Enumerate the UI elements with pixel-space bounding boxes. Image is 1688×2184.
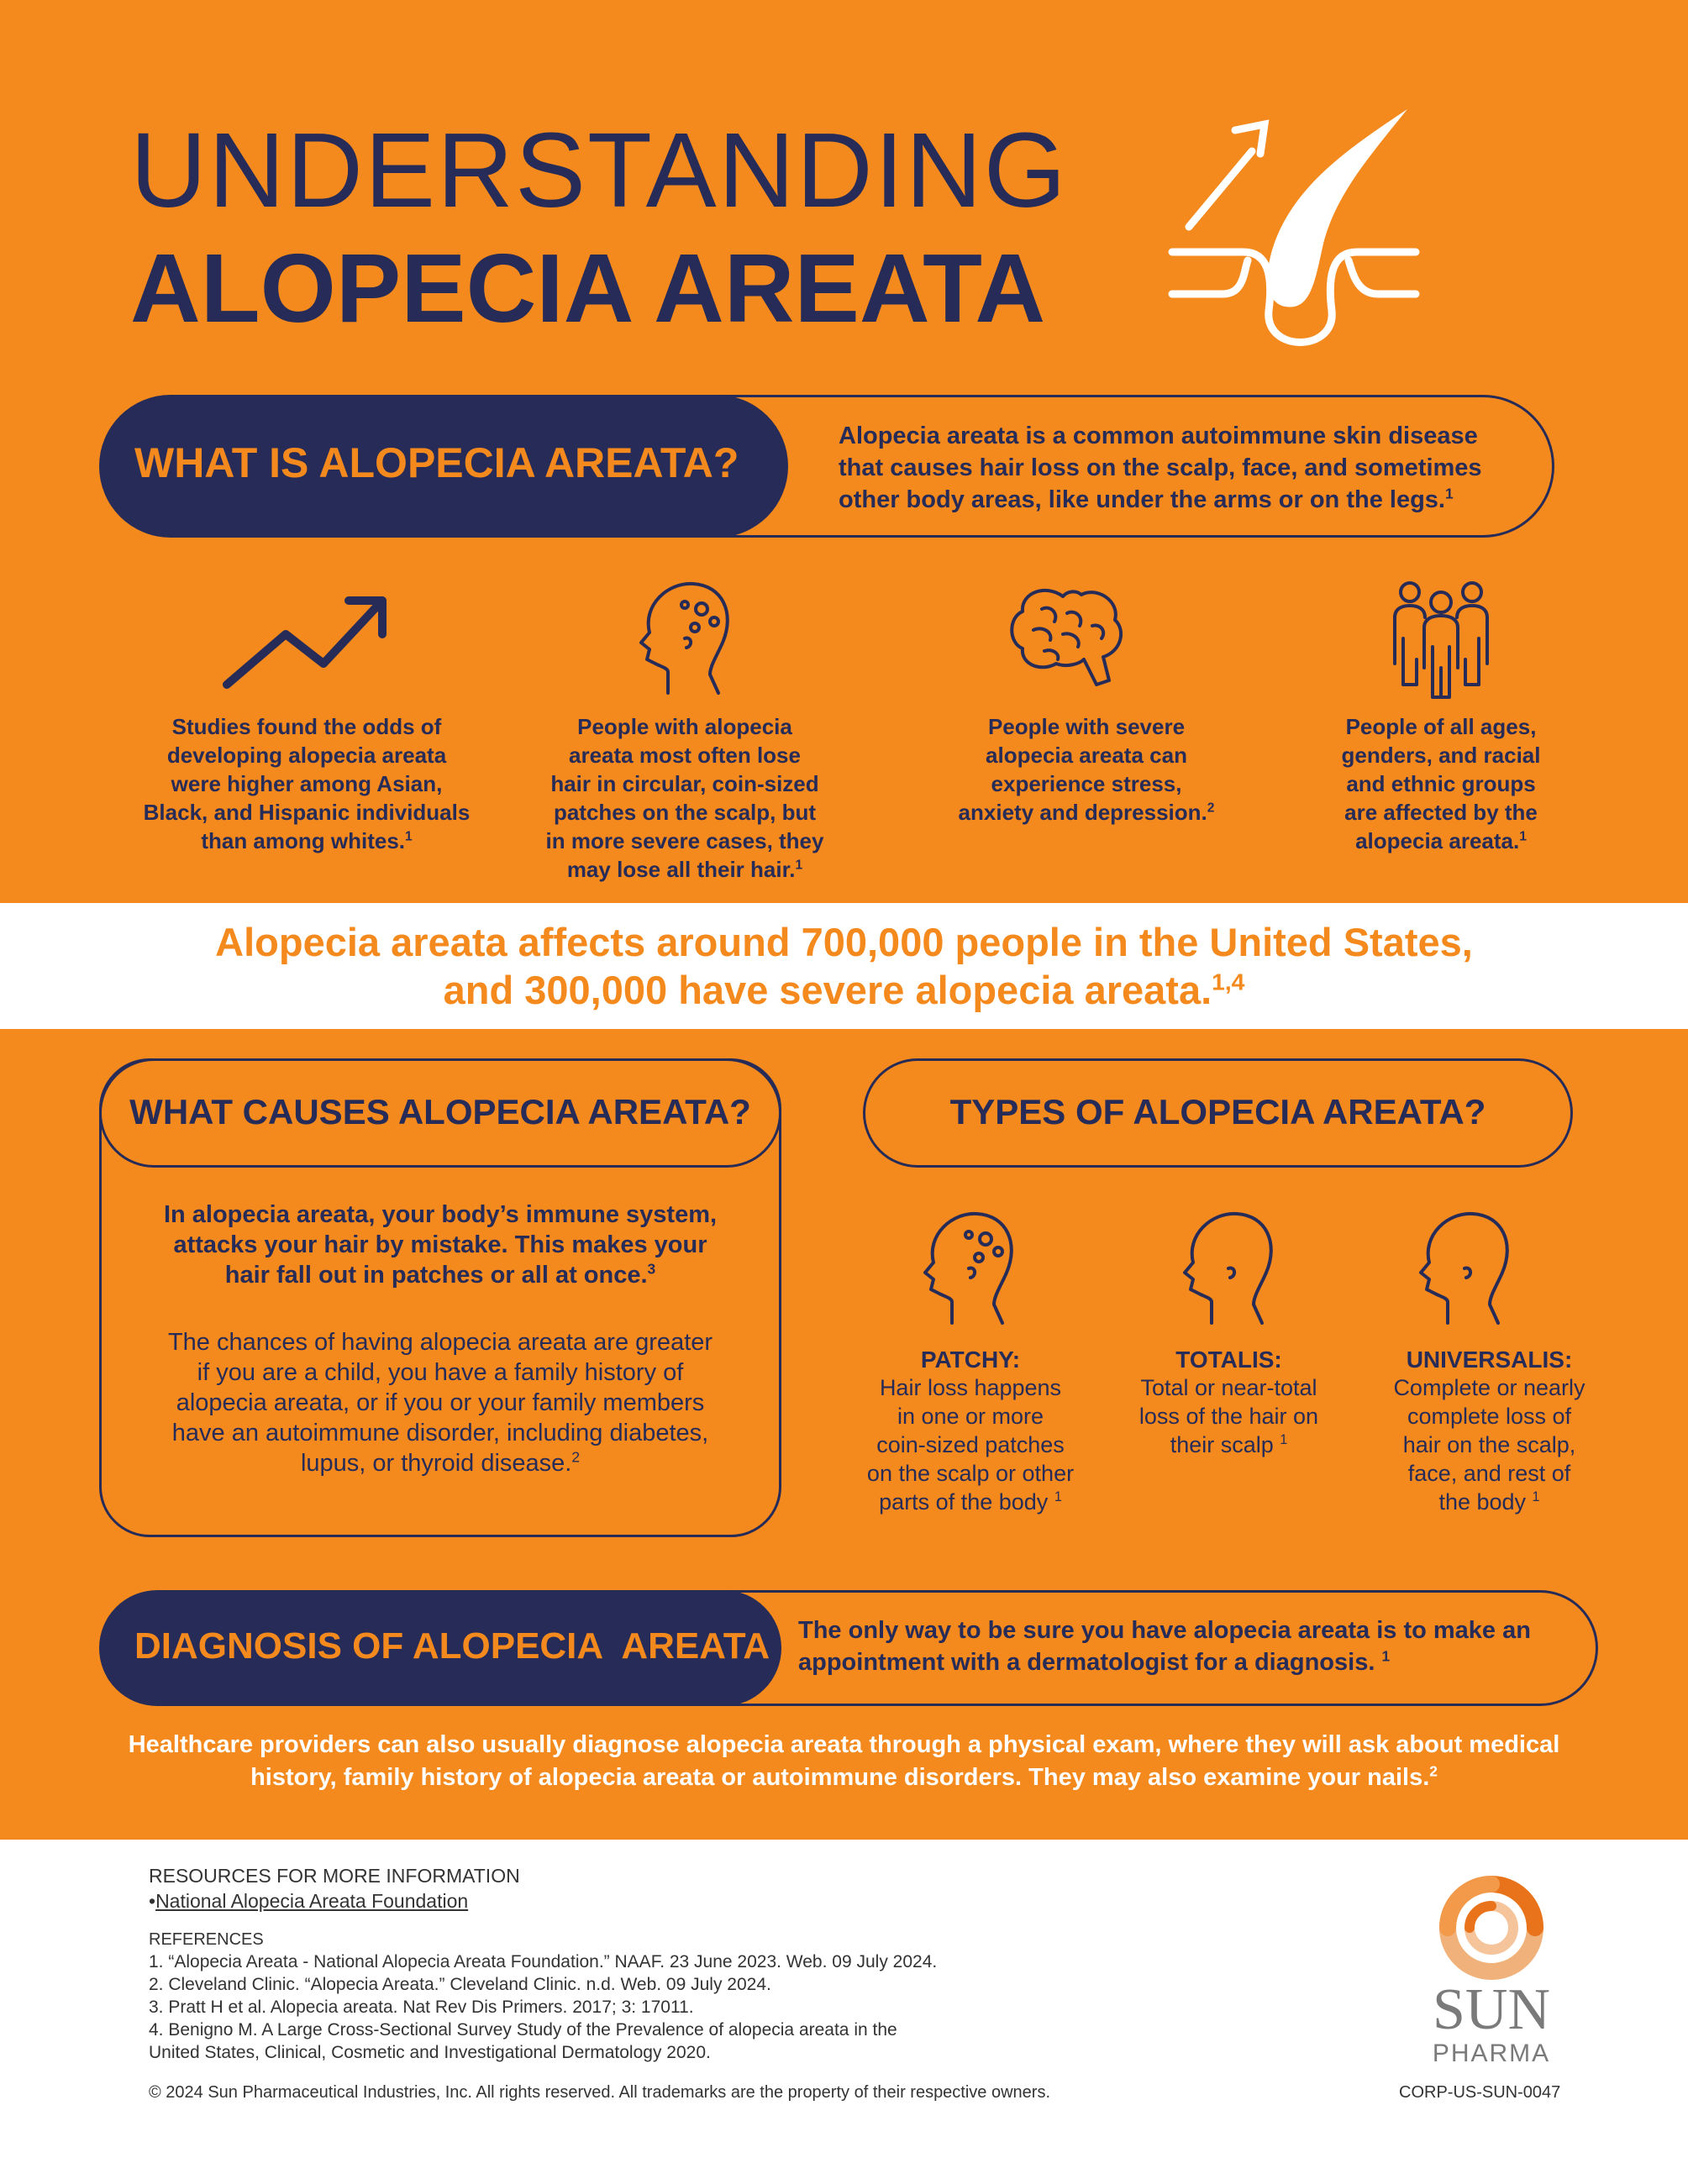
reference-item: 2. Cleveland Clinic. “Alopecia Areata.” Cleveland Clinic. n.d. Web. 09 July 2024. [149, 1975, 771, 1994]
resources-heading: RESOURCES FOR MORE INFORMATION [149, 1865, 520, 1887]
diagnosis-heading: DIAGNOSIS OF ALOPECIA AREATA [134, 1625, 770, 1667]
head-bald-icon [1178, 1205, 1279, 1331]
head-bald-icon [1414, 1205, 1515, 1331]
trend-up-icon [218, 588, 395, 697]
people-group-icon [1386, 575, 1496, 701]
head-patches-icon [918, 1205, 1019, 1331]
reference-item: 4. Benigno M. A Large Cross-Sectional Survey Study of the Prevalence of alopecia areata in the [149, 2020, 897, 2040]
reference-item: 3. Pratt H et al. Alopecia areata. Nat Rev Dis Primers. 2017; 3: 17011. [149, 1998, 694, 2017]
what-is-heading: WHAT IS ALOPECIA AREATA? [134, 439, 739, 486]
title-line-1: UNDERSTANDING [130, 111, 1068, 229]
stat-text-4: People of all ages, genders, and racial and ethnic groups are affected by the alopecia areata.$^1$ [1341, 714, 1541, 853]
title-line-2: ALOPECIA AREATA [130, 234, 1046, 343]
type-universalis-name: UNIVERSALIS: [1406, 1347, 1573, 1373]
type-universalis: UNIVERSALIS: Complete or nearly complete loss of hair on the scalp, face, and rest of the body $^1$ [1361, 1347, 1617, 1516]
references-list [149, 1950, 1073, 2064]
document-code: CORP-US-SUN-0047 [1399, 2083, 1561, 2102]
copyright: © 2024 Sun Pharmaceutical Industries, Inc. All rights reserved. All trademarks are the property of their respective owners. [149, 2083, 1051, 2102]
resource-link[interactable] [149, 1890, 468, 1913]
sun-pharma-logo-icon [1433, 1869, 1550, 1987]
stat-text-1: Studies found the odds of developing alopecia areata were higher among Asian, Black, and Hispanic individuals than among whites.$^1$ [143, 714, 471, 853]
resource-link-text[interactable]: National Alopecia Areata Foundation [155, 1890, 469, 1912]
stat-text-3: People with severe alopecia areata can experience stress, anxiety and depression.$^2$ [958, 714, 1215, 825]
logo-wordmark-sun: SUN [1432, 1977, 1551, 2042]
causes-heading: WHAT CAUSES ALOPECIA AREATA? [129, 1092, 751, 1131]
head-patches-icon [634, 575, 735, 701]
causes-body-text: The chances of having alopecia areata are greater if you are a child, you have a family history of alopecia areata, or if you or your family members have an autoimmune disorder, including diabetes, lupus, or thyroid disease.$^2$ [167, 1329, 713, 1477]
references-heading: REFERENCES [149, 1930, 264, 1949]
type-totalis: TOTALIS: Total or near-total loss of the hair on their scalp $^1$ [1109, 1347, 1349, 1459]
reference-item: United States, Clinical, Cosmetic and Investigational Dermatology 2020. [149, 2043, 711, 2062]
types-heading: TYPES OF ALOPECIA AREATA? [949, 1092, 1486, 1131]
type-patchy-name: PATCHY: [920, 1347, 1021, 1373]
logo-wordmark-pharma: PHARMA [1432, 2040, 1551, 2067]
hair-follicle-icon [1164, 101, 1433, 361]
reference-item: 1. “Alopecia Areata - National Alopecia Areata Foundation.” NAAF. 23 June 2023. Web. 09 July 2024. [149, 1952, 938, 1971]
causes-bold-text: In alopecia areata, your body’s immune system, attacks your hair by mistake. This makes your hair fall out in patches or all at once.$^3$ [163, 1201, 718, 1289]
diagnosis-extra-text: Healthcare providers can also usually diagnose alopecia areata through a physical exam, where they will ask about medical history, family history of alopecia areata or autoimmune disorders. They may also examine your nails.$^2$ [128, 1731, 1560, 1791]
brain-icon [1004, 580, 1130, 697]
what-is-text: Alopecia areata is a common autoimmune skin disease that causes hair loss on the scalp, face, and sometimes other body areas, like under the arms or on the legs.$^1$ [839, 423, 1482, 513]
type-patchy: PATCHY: Hair loss happens in one or more coin-sized patches on the scalp or other parts of the body $^1$ [849, 1347, 1092, 1516]
diagnosis-text: The only way to be sure you have alopecia areata is to make an appointment with a dermatologist for a diagnosis. $^1$ [798, 1617, 1531, 1676]
banner-text: Alopecia areata affects around 700,000 people in the United States, and 300,000 have severe alopecia areata.$^{1,4}$ [215, 920, 1473, 1012]
bullet-icon: • [149, 1890, 156, 1912]
stat-text-2: People with alopecia areata most often lose hair in circular, coin-sized patches on the scalp, but in more severe cases, they may lose all their hair.$^1$ [545, 714, 824, 882]
type-totalis-name: TOTALIS: [1175, 1347, 1282, 1373]
